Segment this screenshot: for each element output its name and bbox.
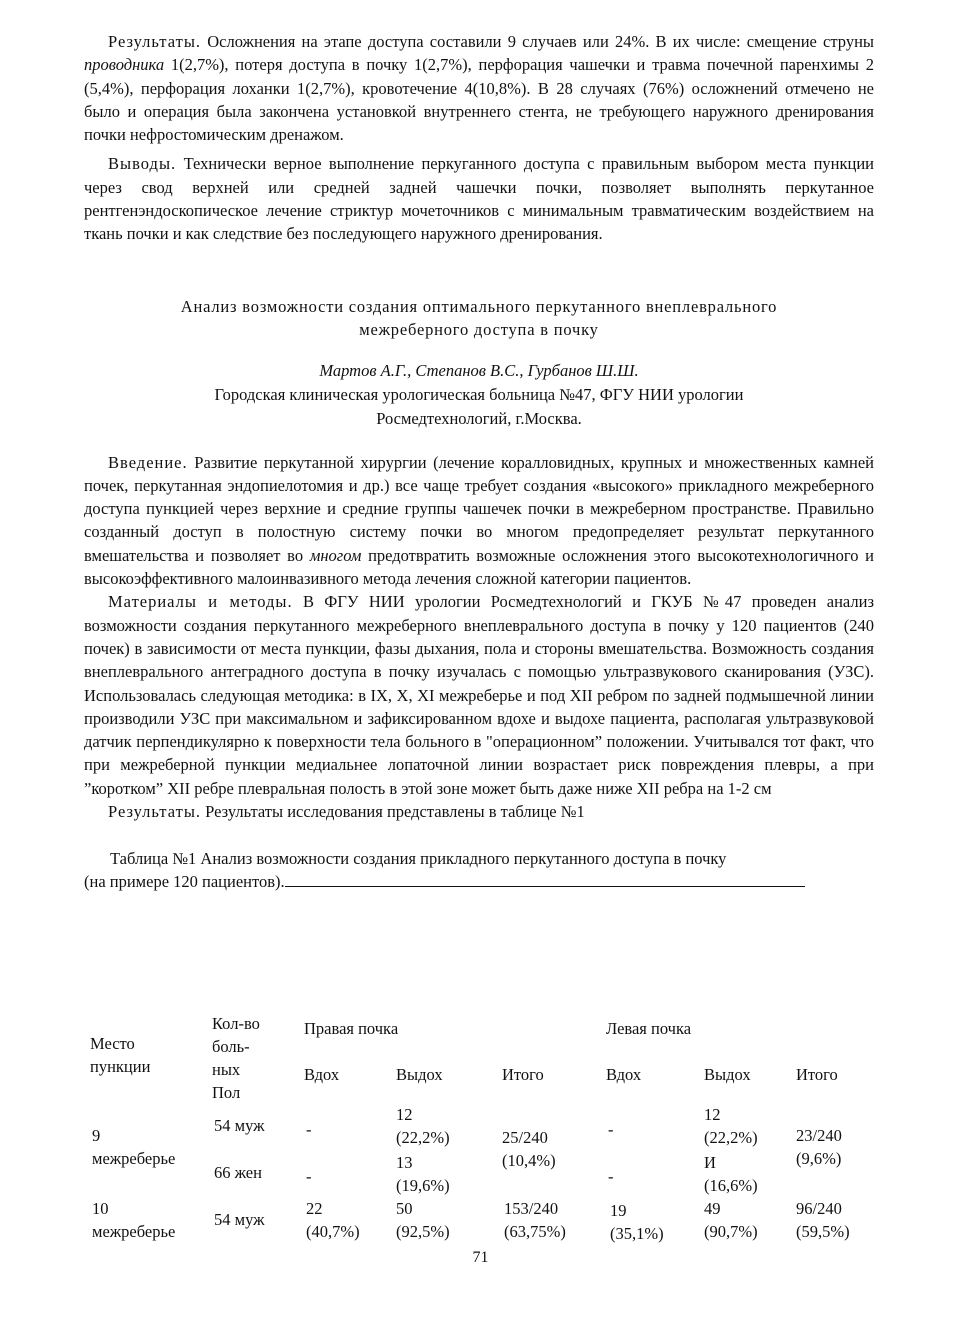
row9-female-l-exhale: И (16,6%) bbox=[704, 1153, 758, 1195]
row9-r-total: 25/240 (10,4%) bbox=[502, 1128, 556, 1170]
page-number: 71 bbox=[472, 1249, 489, 1266]
header-right-kidney: Правая почка bbox=[304, 1019, 399, 1038]
row10-male-l-inhale: 19 (35,1%) bbox=[610, 1201, 664, 1243]
row10-place: 10 межреберье bbox=[92, 1199, 176, 1241]
results-paragraph: Результаты. Осложнения на этапе доступа составили 9 случаев или 24%. В их числе: смещение струны проводника 1(2,7%), потеря доступа в почку 1(2,7%), перфорация чашечки и травма почечной паренхимы 2 (5,4%), перфорация лоханки 1(2,7%), кровотечение 4(10,8%). В 28 случаях (76%) осложнений отмечено не было и операция была закончена установкой внутреннего стента, не требующего наружного дренирования почки нефростомическим дренажом. bbox=[84, 32, 874, 145]
article-authors: Мартов А.Г., Степанов В.С., Гурбанов Ш.Ш. bbox=[319, 361, 639, 381]
row9-female-r-inhale: - bbox=[306, 1167, 312, 1186]
header-exhale-right: Выдох bbox=[396, 1065, 443, 1084]
header-place: Место пункции bbox=[90, 1034, 151, 1076]
page-body bbox=[84, 30, 874, 893]
row9-male-l-inhale: - bbox=[608, 1120, 614, 1139]
row9-female-sex: 66 жен bbox=[214, 1163, 262, 1182]
intro-paragraph: Введение. Развитие перкутанной хирургии (лечение коралловидных, крупных и множественных камней почек, перкутанная эндопиелотомия и др.) все чаще требует создания «высокого» прикладного межреберного доступа пункцией через верхние и средние группы чашечек почки в межреберном пространстве. Правильно созданный доступ в полостную систему почки во многом предопределяет результат перкутанного вмешательства и позволяет во многом предотвратить возможные осложнения этого высокотехнологичного и высокоэффективного малоинвазивного метода лечения сложной категории пациентов. bbox=[84, 452, 874, 589]
header-total-right: Итого bbox=[502, 1065, 544, 1084]
row9-male-l-exhale: 12 (22,2%) bbox=[704, 1105, 758, 1147]
results-intro-paragraph: Результаты. Результаты исследования представлены в таблице №1 bbox=[108, 802, 585, 822]
row10-male-sex: 54 муж bbox=[214, 1210, 265, 1229]
results-table bbox=[84, 1012, 874, 1252]
row9-male-sex: 54 муж bbox=[214, 1116, 265, 1135]
row10-l-total: 96/240 (59,5%) bbox=[796, 1199, 850, 1241]
row9-female-r-exhale: 13 (19,6%) bbox=[396, 1153, 450, 1195]
table-caption: Таблица №1 Анализ возможности создания прикладного перкутанного доступа в почку (на примере 120 пациентов). bbox=[84, 847, 874, 893]
row10-male-r-inhale: 22 (40,7%) bbox=[306, 1199, 360, 1241]
row9-male-r-inhale: - bbox=[306, 1120, 312, 1139]
caption-underline bbox=[285, 872, 805, 887]
article-affiliation: Городская клиническая урологическая больница №47, ФГУ НИИ урологии Росмедтехнологий, г.Москва. bbox=[214, 384, 744, 428]
header-count: Кол-во боль- ных Пол bbox=[212, 1014, 260, 1102]
conclusions-paragraph: Выводы. Технически верное выполнение перкуганного доступа с правильным выбором места пункции через свод верхней или средней задней чашечки почки, позволяет выполнять перкутанное рентгенэндоскопическое лечение стриктур мочеточников с минимальным травматическим воздействием на ткань почки и как следствие без последующего наружного дренирования. bbox=[84, 154, 874, 244]
header-inhale-left: Вдох bbox=[606, 1065, 642, 1084]
row9-place: 9 межреберье bbox=[92, 1126, 176, 1168]
row10-r-total: 153/240 (63,75%) bbox=[504, 1199, 566, 1241]
header-total-left: Итого bbox=[796, 1065, 838, 1084]
header-inhale-right: Вдох bbox=[304, 1065, 340, 1084]
row9-male-r-exhale: 12 (22,2%) bbox=[396, 1105, 450, 1147]
row9-female-l-inhale: - bbox=[608, 1167, 614, 1186]
methods-paragraph: Материалы и методы. В ФГУ НИИ урологии Росмедтехнологий и ГКУБ №47 проведен анализ возможности создания перкутанного межреберного внеплеврального доступа в почку у 120 пациентов (240 почек) в зависимости от места пункции, фазы дыхания, пола и стороны вмешательства. Возможность создания внеплеврального антеградного доступа в почку изучалась с помощью ультразвукового сканирования (УЗС). Использовалась следующая методика: в IX, X, XI межреберье и под XII ребром по задней подмышечной линии производили УЗС при максимальном и зафиксированном вдохе и выдохе пациента, располагая ультразвуковой датчик перпендикулярно к поверхности тела больного в "операционном” положении. Учитывался тот факт, что при межреберной пункции медиальнее лопаточной линии возрастает риск повреждения плевры, а при ”коротком” XII ребре плевральная полость в этой зоне может быть даже ниже XII ребра на 1-2 см bbox=[84, 592, 874, 798]
header-exhale-left: Выдох bbox=[704, 1065, 751, 1084]
article-title: Анализ возможности создания оптимального перкутанного внеплеврального межреберного доступа в почку bbox=[180, 296, 778, 339]
row10-male-r-exhale: 50 (92,5%) bbox=[396, 1199, 450, 1241]
header-left-kidney: Левая почка bbox=[606, 1019, 692, 1038]
row9-l-total: 23/240 (9,6%) bbox=[796, 1126, 842, 1168]
row10-male-l-exhale: 49 (90,7%) bbox=[704, 1199, 758, 1241]
